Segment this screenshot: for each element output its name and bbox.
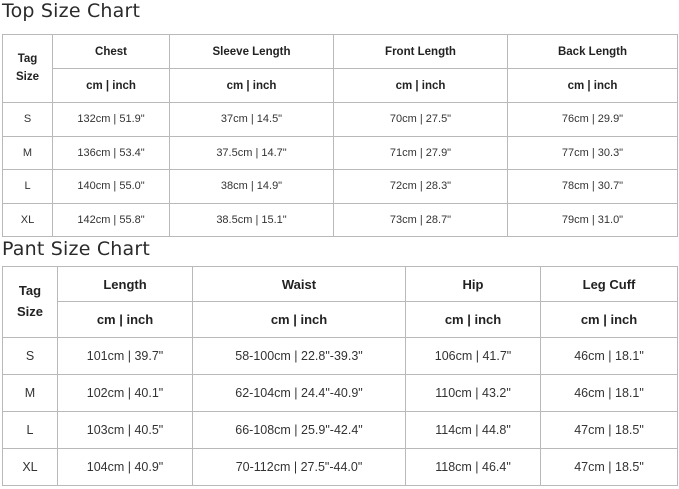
table-row (3, 449, 678, 486)
size-cell: L (3, 412, 58, 449)
value-cell: 47cm | 18.5" (541, 412, 678, 449)
top-size-table (2, 34, 678, 237)
value-cell: 46cm | 18.1" (541, 375, 678, 412)
value-cell: 76cm | 29.9" (508, 103, 678, 137)
value-cell: 132cm | 51.9" (53, 103, 170, 137)
table-row (3, 375, 678, 412)
top-unit-row (3, 69, 678, 103)
value-cell: 77cm | 30.3" (508, 136, 678, 170)
size-cell: M (3, 136, 53, 170)
unit-label: cm | inch (406, 302, 541, 338)
value-cell: 73cm | 28.7" (334, 203, 508, 237)
value-cell: 142cm | 55.8" (53, 203, 170, 237)
value-cell: 70cm | 27.5" (334, 103, 508, 137)
value-cell: 114cm | 44.8" (406, 412, 541, 449)
column-header-leg-cuff: Leg Cuff (541, 267, 678, 302)
pant-unit-row (3, 302, 678, 338)
value-cell: 37.5cm | 14.7" (170, 136, 334, 170)
pant-size-chart-title: Pant Size Chart (2, 238, 151, 260)
value-cell: 37cm | 14.5" (170, 103, 334, 137)
column-header-waist: Waist (193, 267, 406, 302)
top-tag-size-header (3, 35, 53, 103)
unit-label: cm | inch (193, 302, 406, 338)
value-cell: 136cm | 53.4" (53, 136, 170, 170)
value-cell: 46cm | 18.1" (541, 338, 678, 375)
value-cell: 38.5cm | 15.1" (170, 203, 334, 237)
size-cell: L (3, 170, 53, 204)
column-header-sleeve-length: Sleeve Length (170, 35, 334, 69)
value-cell: 71cm | 27.9" (334, 136, 508, 170)
top-header-row (3, 35, 678, 69)
value-cell: 79cm | 31.0" (508, 203, 678, 237)
size-cell: XL (3, 449, 58, 486)
column-header-chest: Chest (53, 35, 170, 69)
value-cell: 104cm | 40.9" (58, 449, 193, 486)
value-cell: 78cm | 30.7" (508, 170, 678, 204)
pant-tag-size-header (3, 267, 58, 338)
top-size-chart-title: Top Size Chart (2, 0, 141, 22)
value-cell: 58-100cm | 22.8"-39.3" (193, 338, 406, 375)
unit-label: cm | inch (508, 69, 678, 103)
size-cell: XL (3, 203, 53, 237)
value-cell: 62-104cm | 24.4"-40.9" (193, 375, 406, 412)
unit-label: cm | inch (53, 69, 170, 103)
value-cell: 66-108cm | 25.9"-42.4" (193, 412, 406, 449)
table-row (3, 412, 678, 449)
value-cell: 110cm | 43.2" (406, 375, 541, 412)
value-cell: 38cm | 14.9" (170, 170, 334, 204)
pant-size-table (2, 266, 678, 486)
tag-label: Tag (18, 283, 42, 299)
value-cell: 70-112cm | 27.5"-44.0" (193, 449, 406, 486)
unit-label: cm | inch (541, 302, 678, 338)
unit-label: cm | inch (170, 69, 334, 103)
unit-label: cm | inch (334, 69, 508, 103)
value-cell: 72cm | 28.3" (334, 170, 508, 204)
size-label: Size (15, 70, 39, 83)
size-cell: S (3, 338, 58, 375)
size-cell: M (3, 375, 58, 412)
column-header-back-length: Back Length (508, 35, 678, 69)
table-row (3, 103, 678, 137)
pant-header-row (3, 267, 678, 302)
value-cell: 101cm | 39.7" (58, 338, 193, 375)
table-row (3, 338, 678, 375)
value-cell: 103cm | 40.5" (58, 412, 193, 449)
table-row (3, 203, 678, 237)
column-header-front-length: Front Length (334, 35, 508, 69)
value-cell: 106cm | 41.7" (406, 338, 541, 375)
unit-label: cm | inch (58, 302, 193, 338)
tag-label: Tag (17, 53, 38, 66)
table-row (3, 136, 678, 170)
column-header-hip: Hip (406, 267, 541, 302)
value-cell: 47cm | 18.5" (541, 449, 678, 486)
size-label: Size (16, 304, 43, 319)
column-header-length: Length (58, 267, 193, 302)
size-cell: S (3, 103, 53, 137)
value-cell: 118cm | 46.4" (406, 449, 541, 486)
value-cell: 102cm | 40.1" (58, 375, 193, 412)
value-cell: 140cm | 55.0" (53, 170, 170, 204)
table-row (3, 170, 678, 204)
